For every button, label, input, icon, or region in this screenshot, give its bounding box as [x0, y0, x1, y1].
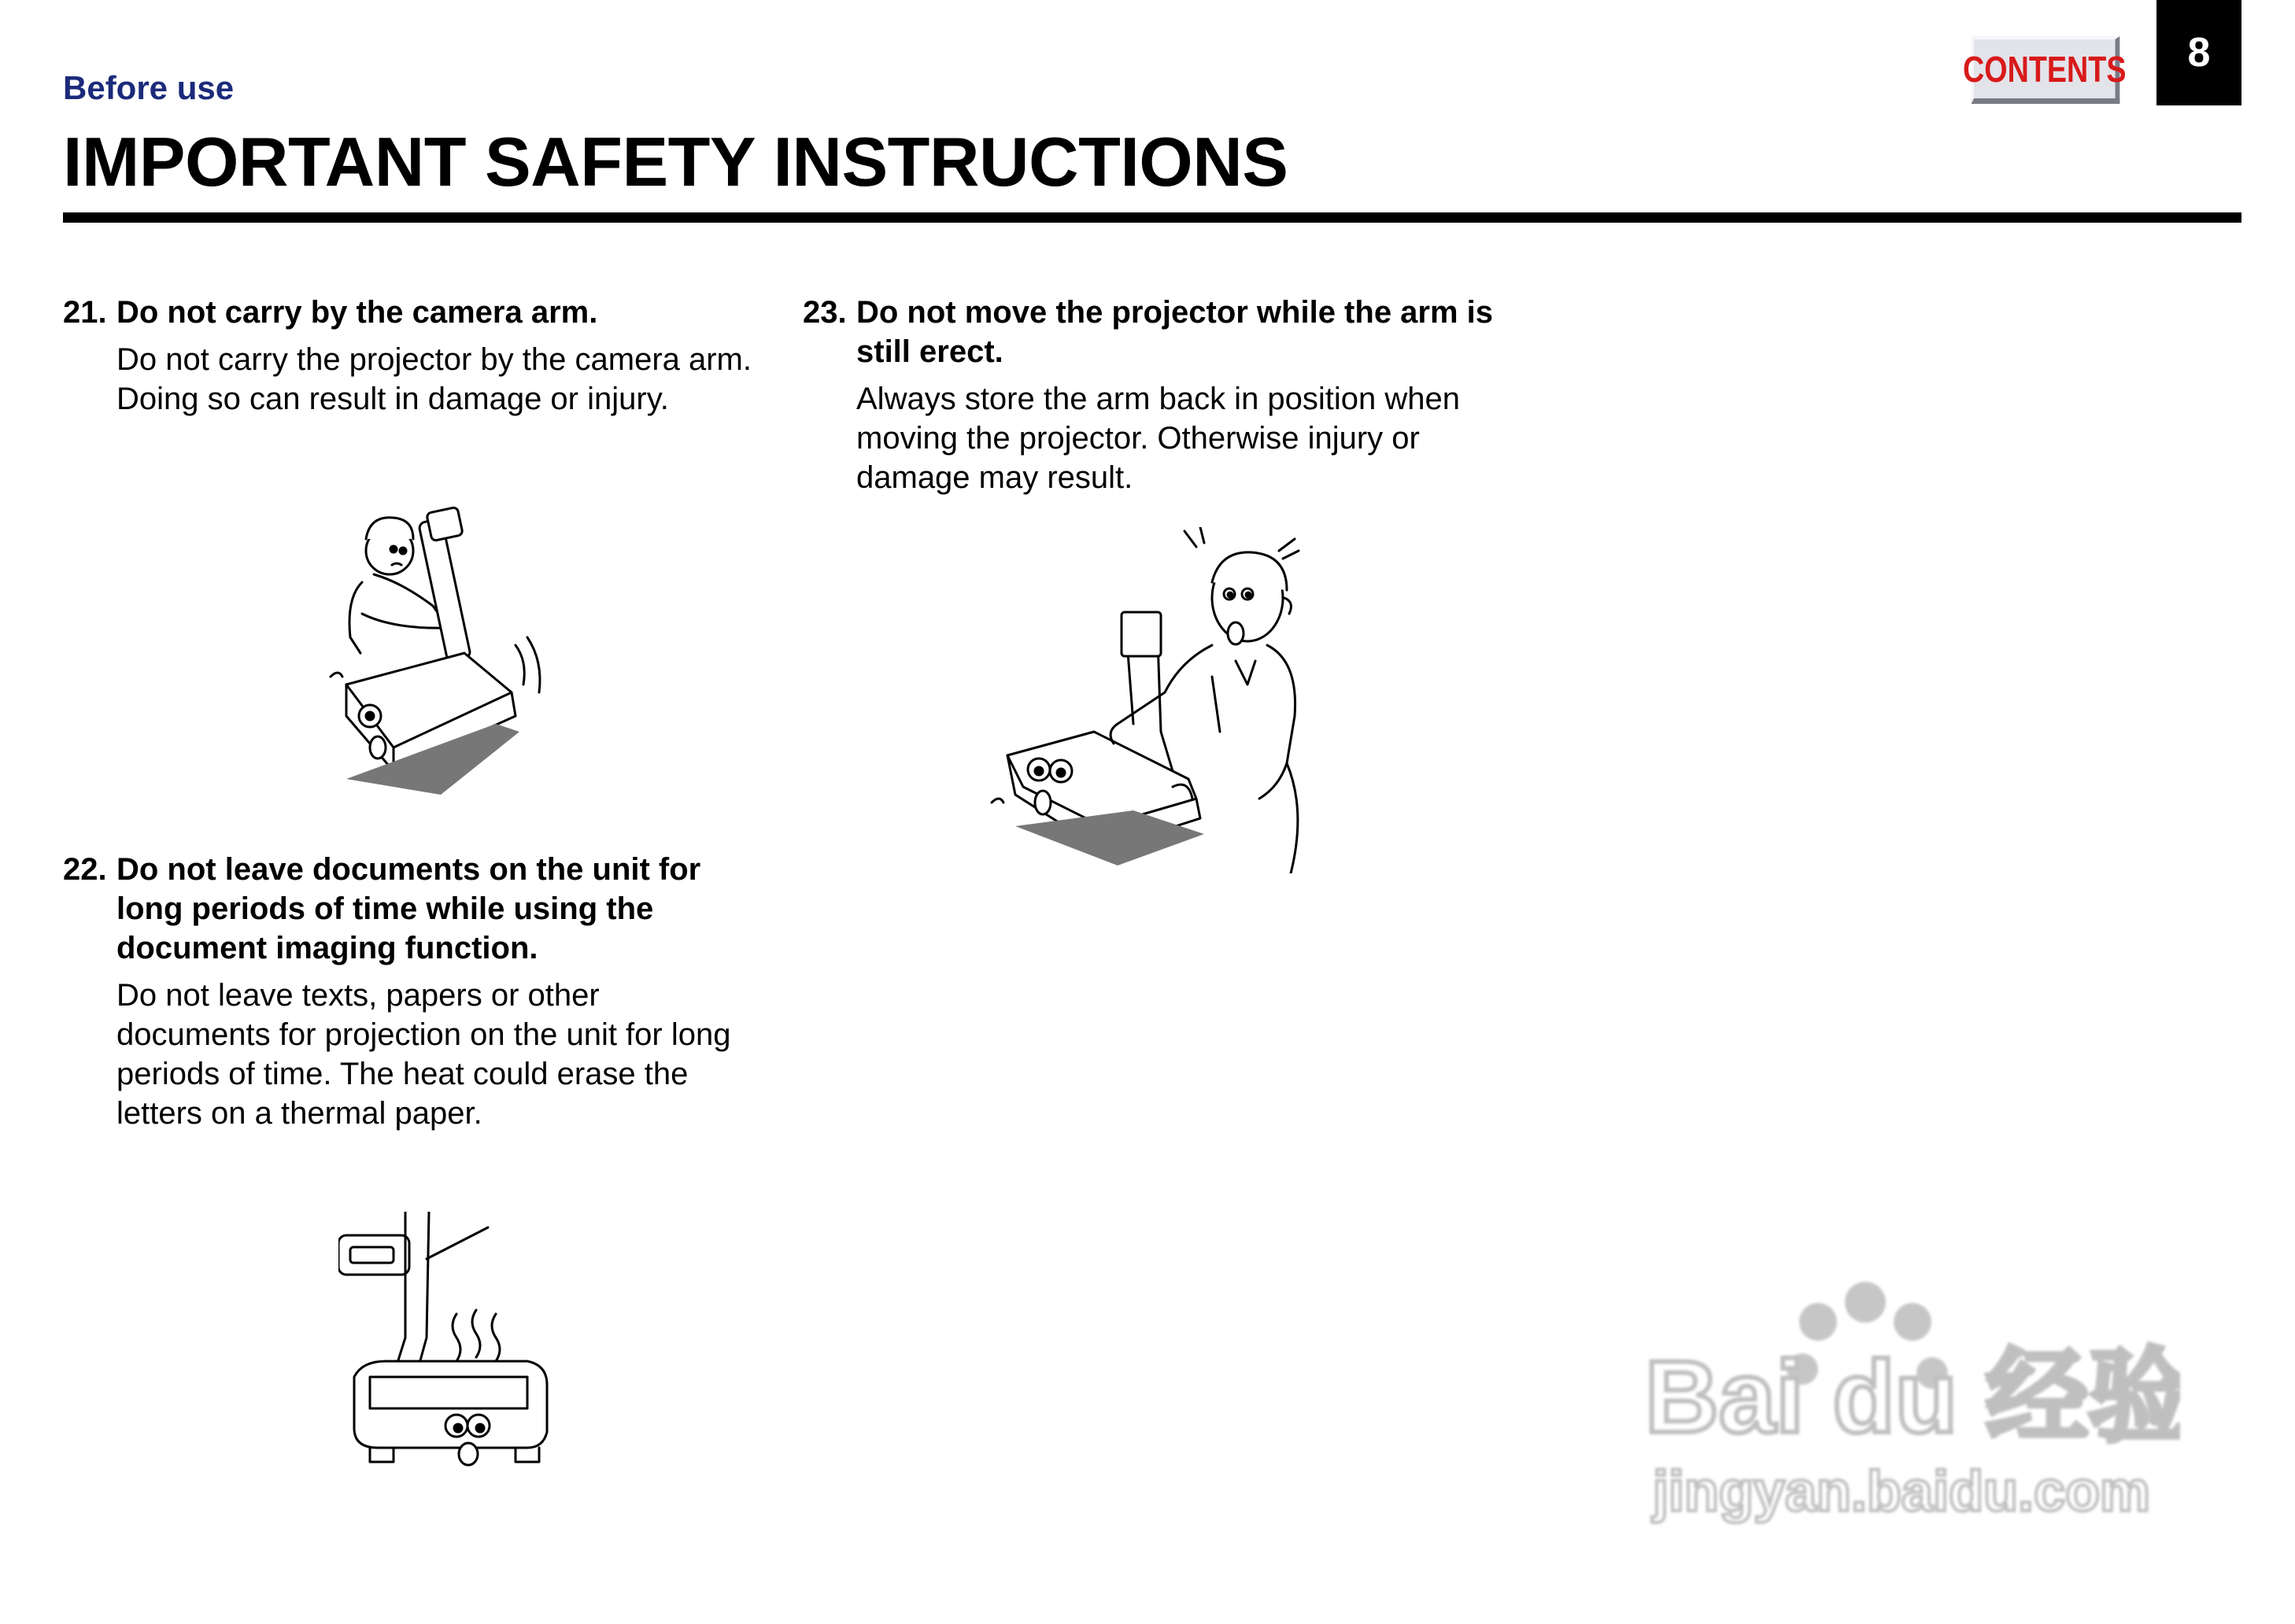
- move-with-arm-erect-illustration: [976, 527, 1322, 873]
- title-rule: [63, 212, 2241, 223]
- watermark-url: jingyan.baidu.com: [1653, 1460, 2151, 1523]
- instruction-number: 22.: [63, 852, 107, 887]
- watermark-brand: Bai du 经验: [1645, 1339, 2180, 1454]
- instruction-23: [803, 293, 1495, 497]
- section-label: Before use: [63, 69, 235, 106]
- instruction-heading: Do not carry by the camera arm.: [116, 295, 598, 330]
- page-number: 8: [2156, 0, 2241, 105]
- instruction-heading: Do not move the projector while the arm is still erect.: [856, 295, 1494, 369]
- instruction-body-line: Do not carry the projector by the camera arm.: [116, 342, 752, 377]
- contents-button[interactable]: CONTENTS: [1972, 36, 2120, 104]
- instruction-body-line: Doing so can result in damage or injury.: [116, 382, 669, 416]
- instruction-body-line: Do not leave texts, papers or other documents for projection on the unit for long periods of time. The heat could erase the letters on a thermal paper.: [116, 978, 731, 1131]
- instruction-number: 21.: [63, 295, 107, 330]
- instruction-22: [63, 850, 756, 1133]
- instruction-number: 23.: [803, 295, 847, 330]
- page-title: IMPORTANT SAFETY INSTRUCTIONS: [63, 123, 1288, 201]
- instruction-heading: Do not leave documents on the unit for long periods of time while using the document imaging function.: [116, 852, 701, 965]
- instruction-21: [63, 293, 756, 419]
- carry-by-arm-illustration: [315, 496, 551, 810]
- baidu-watermark: [1629, 1267, 2180, 1542]
- document-heat-illustration: [338, 1212, 559, 1479]
- instruction-body-line: Always store the arm back in position when moving the projector. Otherwise injury or damage may result.: [856, 382, 1461, 495]
